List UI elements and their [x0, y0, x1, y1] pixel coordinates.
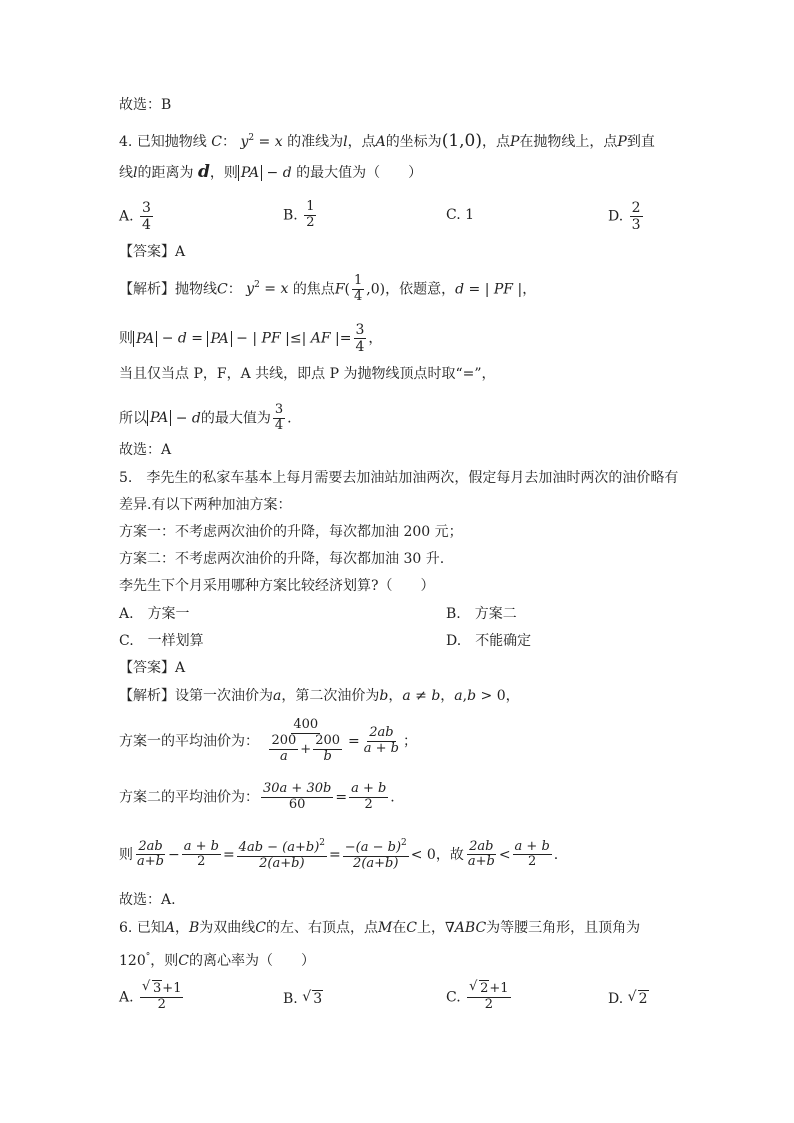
q4-conclusion: 故选：A	[119, 442, 172, 458]
q4-option-d: D. $\frac{2}{3}$	[608, 200, 641, 234]
q5-stem-line-2: 差异.有以下两种加油方案：	[119, 497, 292, 513]
q4-stem-line-2: 线l的距离为 d，则 PA − d 的最大值为（ ）	[119, 162, 423, 182]
q5-plan-2-average: 方案二的平均油价为： $\frac{30a + 30b}{60}$ = $\frac{a + b}{2}$ .	[119, 781, 395, 812]
q4-analysis-line-1: 【解析】抛物线C： $y^2 = x$ 的焦点F( $\frac{1}{4}$ ,0)，依题意，d = | PF |，	[119, 273, 537, 304]
q6-option-d: D. √ 2	[608, 989, 648, 1007]
q6-option-a: A. √ 3+1 2	[119, 979, 182, 1012]
q5-option-c: C. 一样划算	[119, 633, 204, 649]
q5-analysis-line-1: 【解析】设第一次油价为a，第二次油价为b，a ≠ b，a,b > 0，	[119, 688, 520, 704]
q5-question: 李先生下个月采用哪种方案比较经济划算?（ ）	[119, 578, 435, 594]
q4-stem-line-1: 4. 已知抛物线 C： $y^2 = x$ 的准线为l，点A的坐标为(1,0)，点P在抛物线上，点P到直	[119, 131, 655, 151]
q5-conclusion: 故选：A.	[119, 892, 176, 908]
q4-option-c: C. 1	[446, 207, 475, 223]
q5-option-d: D. 不能确定	[446, 633, 532, 649]
q5-comparison: 则 $\frac{2ab}{a+b}$ − $\frac{a + b}{2}$ = $\frac{4ab - (a+b)^2}{2(a+b)}$ = $\frac{-(a - b)^2}{2(a+b)}$ < 0，故 $\frac{2ab}{a+b}$ < $\frac{a + b}{2}$ .	[119, 838, 559, 871]
q6-option-b: B. √ 3	[283, 989, 323, 1007]
q4-analysis-line-4: 所以 PA − d的最大值为 $\frac{3}{4}$ .	[119, 402, 292, 433]
q5-option-b: B. 方案二	[446, 606, 517, 622]
q5-answer: 【答案】A	[119, 660, 186, 676]
q4-option-a: A. $\frac{3}{4}$	[119, 200, 151, 234]
q6-stem-line-1: 6. 已知A，B为双曲线C的左、右顶点，点M在C上，∇ABC为等腰三角形，且顶角为	[119, 920, 641, 936]
q3-conclusion: 故选：B	[119, 97, 172, 113]
q5-plan-1: 方案一：不考虑两次油价的升降，每次都加油 200 元；	[119, 524, 463, 540]
q4-option-b: B. $\frac{1}{2}$	[283, 199, 315, 230]
q5-plan-1-average: 方案一的平均油价为： 400 $\frac{200}{a}$ + $\frac{200}{b}$ = $\frac{2ab}{a + b}$ ；	[119, 717, 417, 764]
q4-answer: 【答案】A	[119, 244, 186, 260]
q5-plan-2: 方案二：不考虑两次油价的升降，每次都加油 30 升.	[119, 551, 445, 567]
q6-stem-line-2: 120°，则C的离心率为（ ）	[119, 952, 315, 969]
q5-stem-line-1: 5. 李先生的私家车基本上每月需要去加油站加油两次，假定每月去加油时两次的油价略有	[119, 470, 679, 486]
q4-analysis-line-3: 当且仅当点 P，F，A 共线，即点 P 为抛物线顶点时取“=”，	[119, 366, 496, 382]
q6-option-c: C. √ 2+1 2	[446, 979, 509, 1012]
q5-option-a: A. 方案一	[119, 606, 190, 622]
q4-analysis-line-2: 则 PA − d = PA − | PF |≤| AF |= $\frac{3}{4}$ ，	[119, 322, 383, 356]
